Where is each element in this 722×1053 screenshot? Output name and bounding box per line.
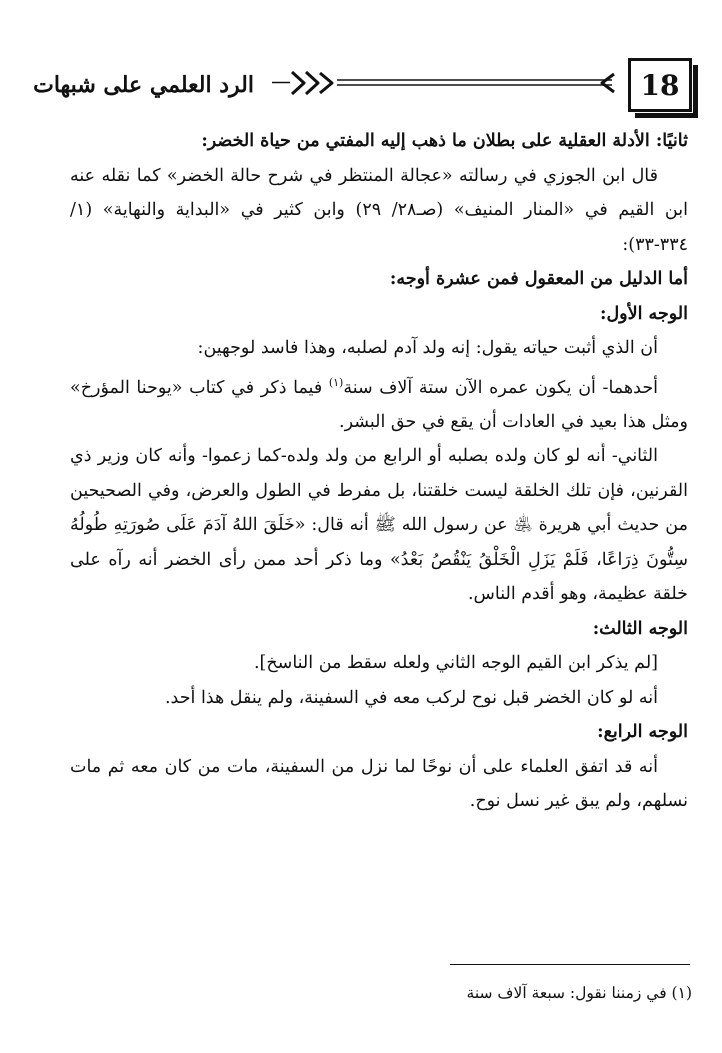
heading-first-aspect: الوجه الأول: xyxy=(600,303,688,324)
paragraph-first-reason xyxy=(70,366,688,440)
paragraph-first-aspect: أن الذي أثبت حياته يقول: إنه ولد آدم لصلبه، وهذا فاسد لوجهين: xyxy=(197,338,658,358)
footnote-divider xyxy=(450,964,690,965)
paragraph-third-aspect: أنه لو كان الخضر قبل نوح لركب معه في السفينة، ولم ينقل هذا أحد. xyxy=(164,687,658,708)
paragraph-fourth-aspect: أنه قد اتفق العلماء على أن نوحًا لما نزل من السفينة، مات من كان معه ثم مات نسلهم، ولم يبق غير نسل نوح. xyxy=(70,756,688,812)
section-title: ثانيًا: الأدلة العقلية على بطلان ما ذهب إليه المفتي من حياة الخضر: xyxy=(201,131,688,151)
heading-third-aspect: الوجه الثالث: xyxy=(592,618,688,639)
page-body xyxy=(70,124,688,819)
heading-fourth-aspect: الوجه الرابع: xyxy=(597,722,688,743)
page-header xyxy=(0,58,722,118)
page-number: 18 xyxy=(628,58,692,112)
paragraph-second-reason: الثاني- أنه لو كان ولده بصلبه أو الرابع من ولد ولده-كما زعموا- وأنه كان وزير ذي القرنين، فإن تلك الخلقة ليست خلقتنا، بل مفرط في الطول والعرض، وفي الصحيحين من حديث أبي هريرة ﵁ عن رسول الله ﷺ أنه قال: «خَلَقَ اللهُ آدَمَ عَلَى صُورَتِهِ طُولُهُ سِتُّونَ ذِرَاعًا، فَلَمْ يَزَلِ الْخَلْقُ يَنْقُصُ بَعْدُ» وما ذكر أحد ممن رأى الخضر أنه رآه على خلقة عظيمة، وهو أقدم الناس. xyxy=(70,446,688,605)
paragraph-quote-intro: قال ابن الجوزي في رسالته «عجالة المنتظر في شرح حالة الخضر» كما نقله عنه ابن القيم في «المنار المنيف» (صـ٢٨/ ٢٩) وابن كثير في «البداية والنهاية» (١/ ٣٣٤-٣٣): xyxy=(70,165,688,255)
header-ornament xyxy=(262,68,622,98)
first-reason-text-cont: فيما ذكر في كتاب «يوحنا المؤرخ» ومثل هذا بعيد في العادات أن يقع في حق البشر. xyxy=(70,377,688,432)
footnote: (١) في زمننا نقول: سبعة آلاف سنة xyxy=(466,984,692,1002)
editor-note: [لم يذكر ابن القيم الوجه الثاني ولعله سقط من الناسخ]. xyxy=(253,653,658,674)
running-title: الرد العلمي على شبهات xyxy=(33,72,254,98)
first-reason-text: أحدهما- أن يكون عمره الآن ستة آلاف سنة xyxy=(343,377,658,398)
footnote-ref: (١) xyxy=(328,375,344,389)
paragraph-ten-aspects: أما الدليل من المعقول فمن عشرة أوجه: xyxy=(389,269,688,289)
